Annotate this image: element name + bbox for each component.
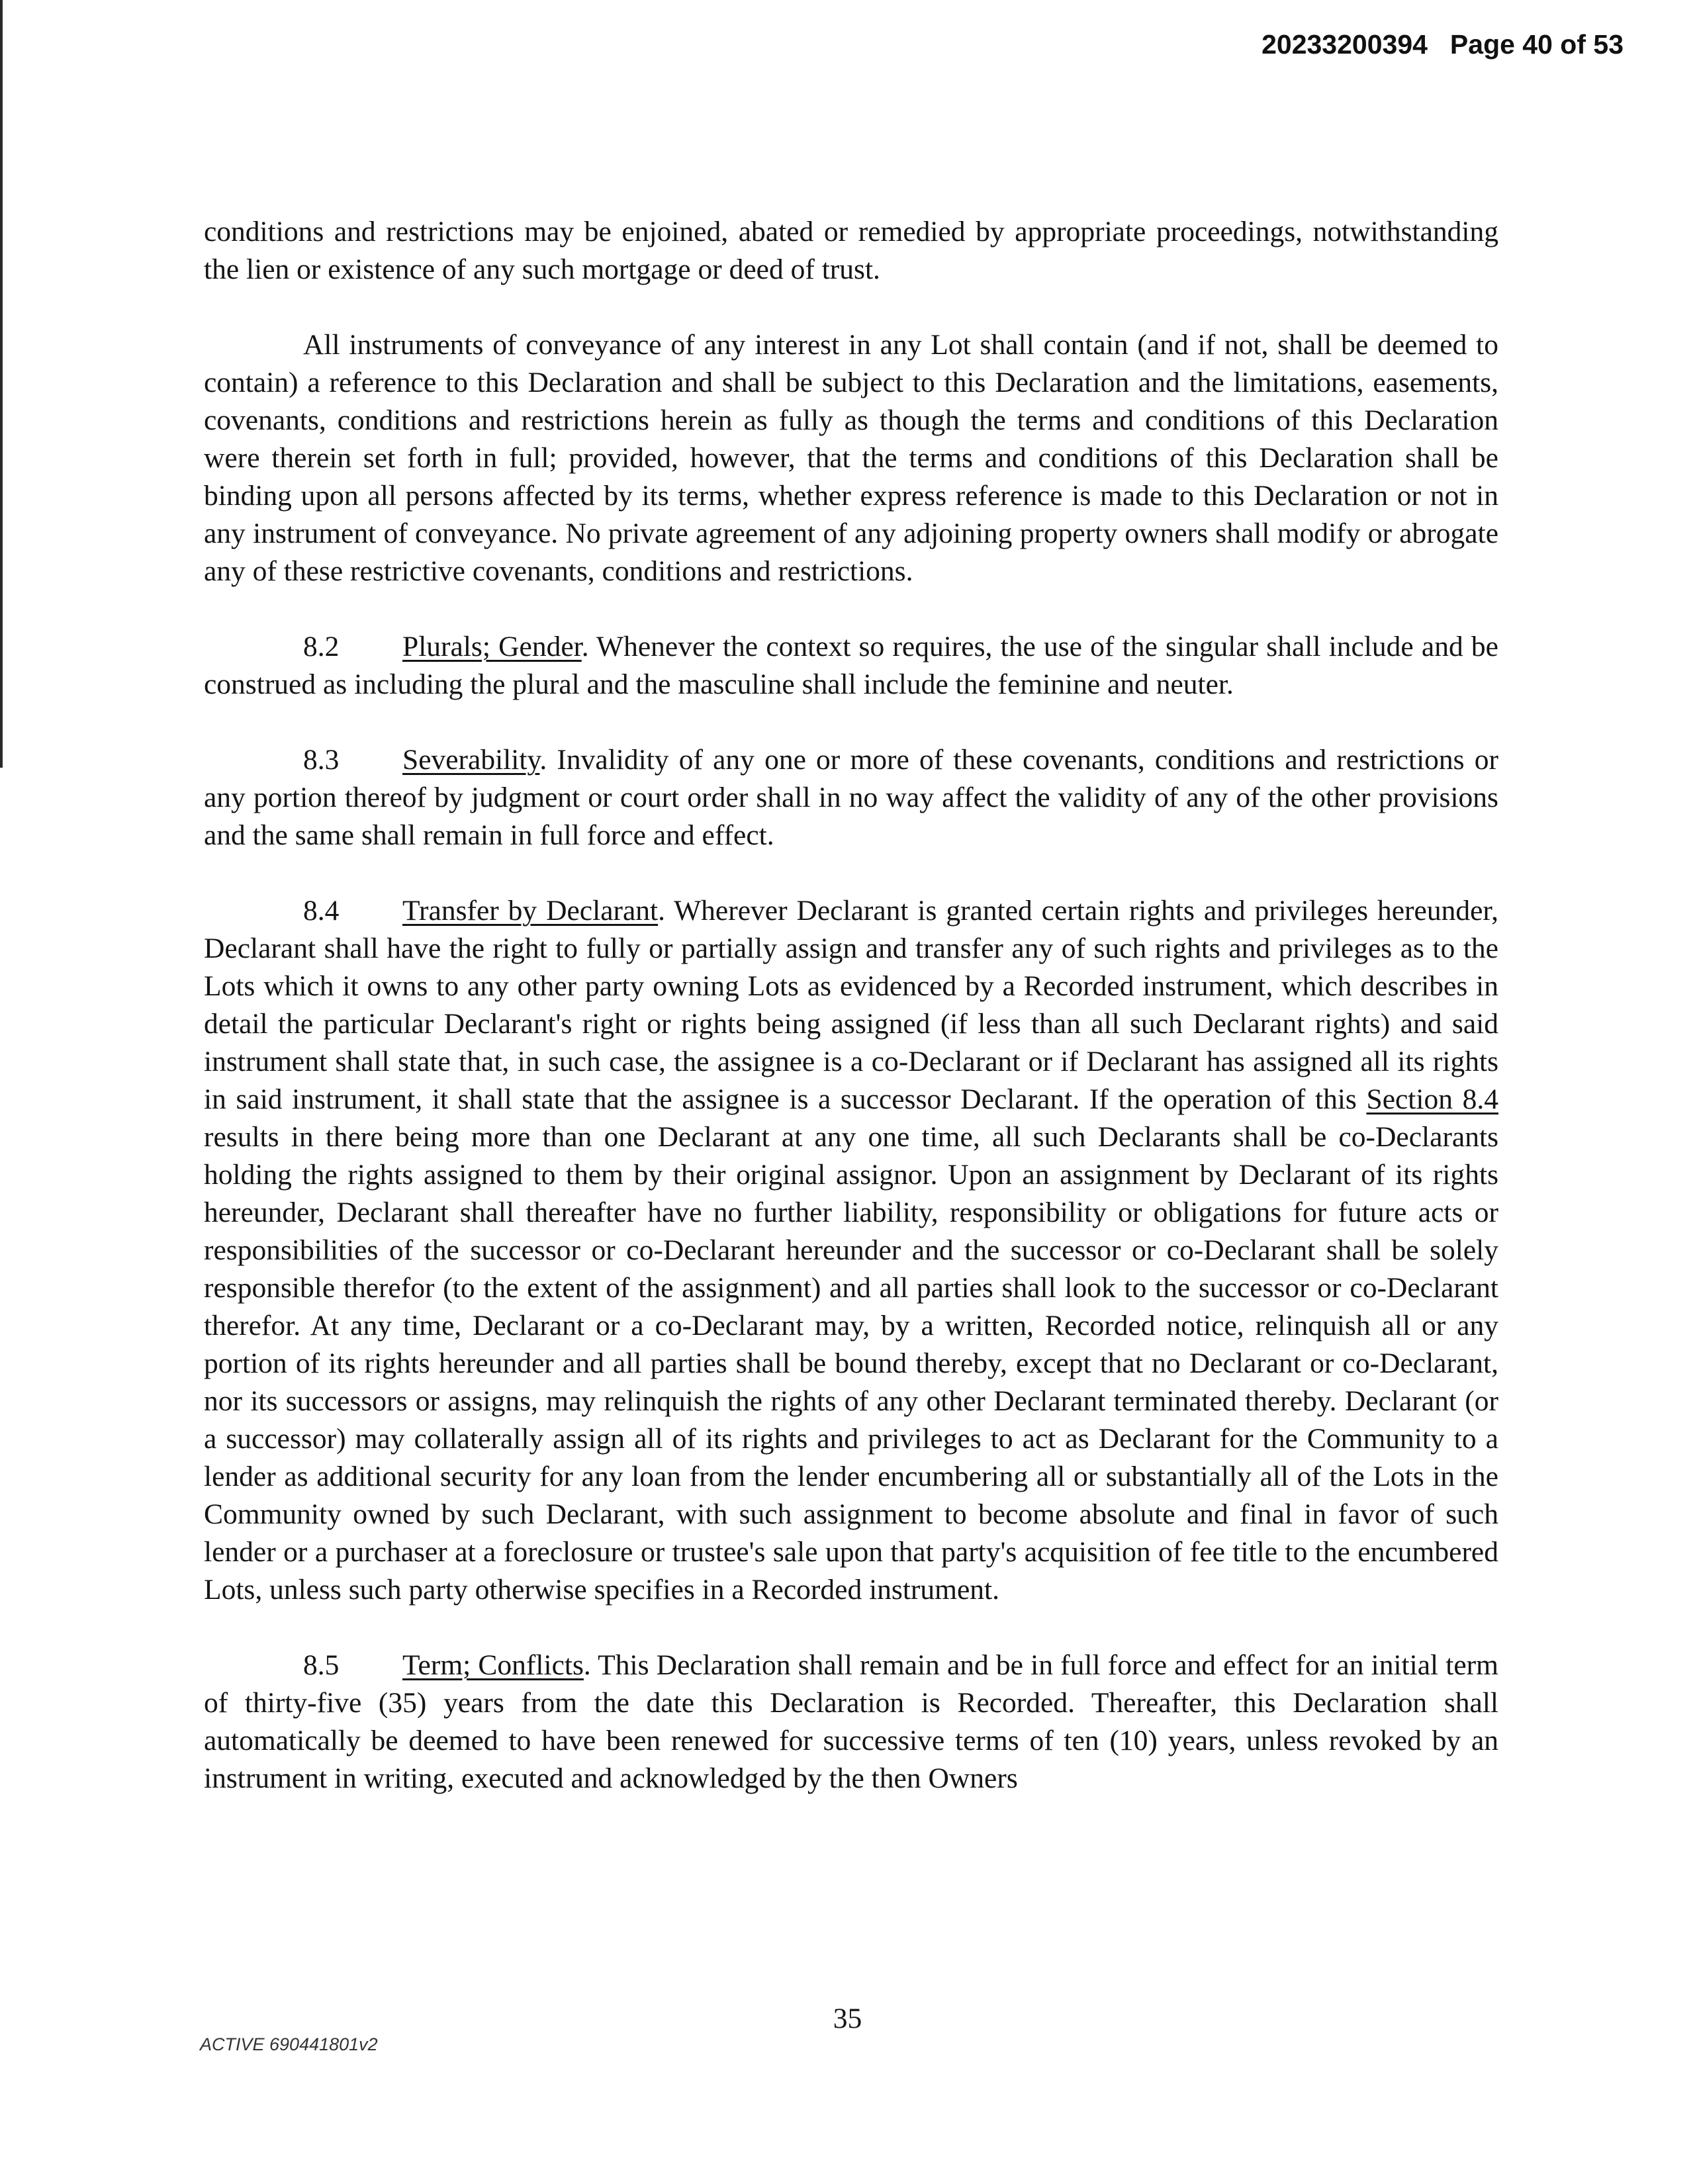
page-number: 35 <box>833 2003 862 2034</box>
page-label: Page 40 of 53 <box>1449 29 1624 60</box>
recording-header <box>1261 29 1624 60</box>
section-title: Term; Conflicts <box>402 1649 584 1681</box>
section-title: Plurals; Gender <box>402 631 582 662</box>
section-title: Severability <box>402 744 540 776</box>
section-8-3 <box>204 741 1498 854</box>
section-8-2 <box>204 628 1498 704</box>
section-title: Transfer by Declarant <box>402 895 659 927</box>
section-text: . Wherever Declarant is granted certain rights and privileges hereunder, Declarant shall have the right to fully or partially assign and transfer any of such rights and privileges as to the Lots which it owns to any other party owning Lots as evidenced by a Recorded instrument, which describes in detail the particular Declarant's right or rights being assigned (if less than all such Declarant rights) and said instrument shall state that, in such case, the assignee is a co-Declarant or if Declarant has assigned all its rights in said instrument, it shall state that the assignee is a successor Declarant. If the operation of this <box>204 895 1498 1115</box>
scan-edge-line <box>0 0 3 768</box>
section-number: 8.3 <box>303 744 340 776</box>
section-number: 8.2 <box>303 631 340 662</box>
document-body <box>204 213 1498 1797</box>
section-reference: Section 8.4 <box>1366 1083 1498 1115</box>
section-number: 8.4 <box>303 895 340 927</box>
section-text: . This Declaration shall remain and be in full force and effect for an initial term of thirty-five (35) years from the date this Declaration is Recorded. Thereafter, this Declaration shall automatically be deemed to have been renewed for successive terms of ten (10) years, unless revoked by an instrument in writing, executed and acknowledged by the then Owners <box>204 1649 1498 1794</box>
document-number: 20233200394 <box>1261 29 1428 60</box>
section-8-5 <box>204 1647 1498 1797</box>
section-text-continued: results in there being more than one Declarant at any one time, all such Declarants shall be co-Declarants holding the rights assigned to them by their original assignor. Upon an assignment by Declarant of its rights hereunder, Declarant shall thereafter have no further liability, responsibility or obligations for future acts or responsibilities of the successor or co-Declarant hereunder and the successor or co-Declarant shall be solely responsible therefor (to the extent of the assignment) and all parties shall look to the successor or co-Declarant therefor. At any time, Declarant or a co-Declarant may, by a written, Recorded notice, relinquish all or any portion of its rights hereunder and all parties shall be bound thereby, except that no Declarant or co-Declarant, nor its successors or assigns, may relinquish the rights of any other Declarant terminated thereby. Declarant (or a successor) may collaterally assign all of its rights and privileges to act as Declarant for the Community to a lender as additional security for any loan from the lender encumbering all or substantially all of the Lots in the Community owned by such Declarant, with such assignment to become absolute and final in favor of such lender or a purchaser at a foreclosure or trustee's sale upon that party's acquisition of fee title to the encumbered Lots, unless such party otherwise specifies in a Recorded instrument. <box>204 1121 1498 1606</box>
section-text: . Whenever the context so requires, the use of the singular shall include and be construed as including the plural and the masculine shall include the feminine and neuter. <box>204 631 1498 700</box>
footer-doc-id: ACTIVE 690441801v2 <box>200 2034 378 2054</box>
section-number: 8.5 <box>303 1649 340 1681</box>
section-8-4 <box>204 892 1498 1609</box>
paragraph-continuation: conditions and restrictions may be enjoined, abated or remedied by appropriate proceedings, notwithstanding the lien or existence of any such mortgage or deed of trust. <box>204 216 1498 285</box>
paragraph-conveyance: All instruments of conveyance of any interest in any Lot shall contain (and if not, shall be deemed to contain) a reference to this Declaration and shall be subject to this Declaration and the limitations, easements, covenants, conditions and restrictions herein as fully as though the terms and conditions of this Declaration were therein set forth in full; provided, however, that the terms and conditions of this Declaration shall be binding upon all persons affected by its terms, whether express reference is made to this Declaration or not in any instrument of conveyance. No private agreement of any adjoining property owners shall modify or abrogate any of these restrictive covenants, conditions and restrictions. <box>204 329 1498 587</box>
section-text: . Invalidity of any one or more of these covenants, conditions and restrictions or any portion thereof by judgment or court order shall in no way affect the validity of any of the other provisions and the same shall remain in full force and effect. <box>204 744 1498 851</box>
